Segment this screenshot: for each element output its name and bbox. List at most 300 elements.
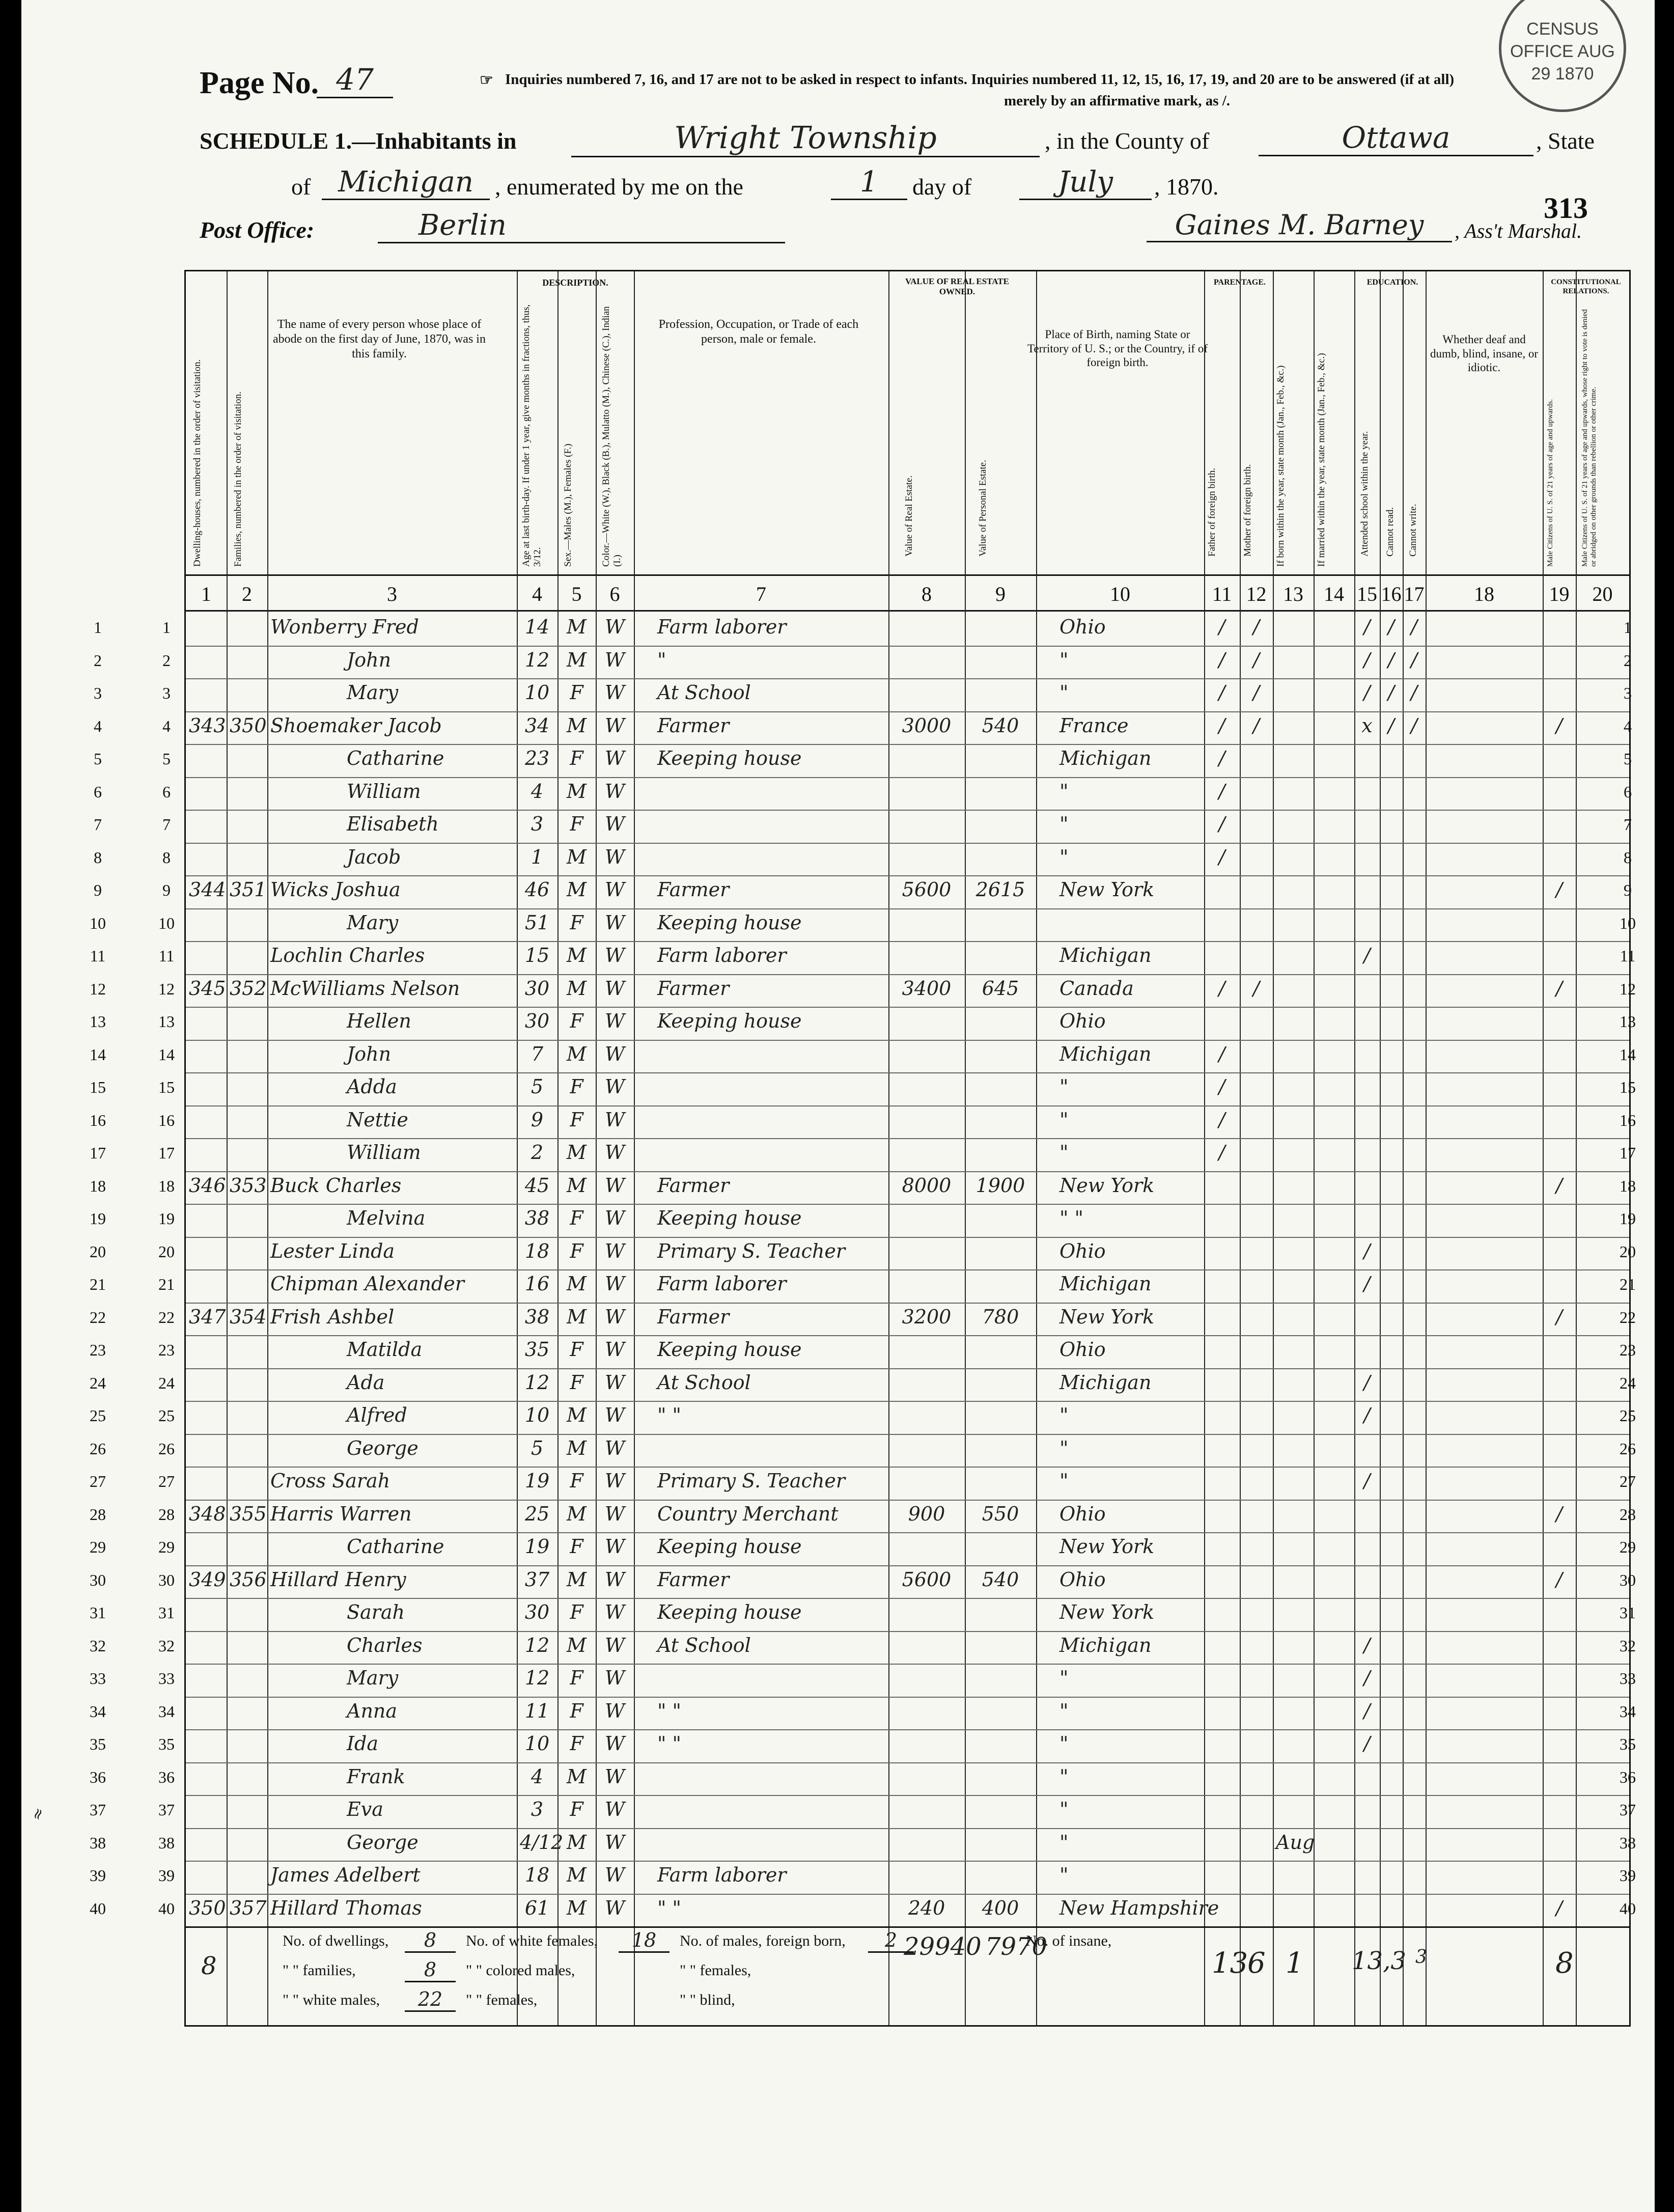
line-number-left: 17 <box>90 1144 106 1162</box>
total-c1: 8 <box>201 1952 217 1980</box>
inquiries-note-2: merely by an affirmative mark, as /. <box>1004 93 1231 109</box>
cell-c19: / <box>1556 1174 1563 1197</box>
row-rule <box>186 875 1629 876</box>
cell-col: W <box>604 813 625 835</box>
cell-age: 4/12 <box>520 1831 564 1854</box>
cell-name: Hellen <box>347 1010 411 1032</box>
line-number-inner: 16 <box>158 1111 175 1129</box>
row-rule <box>186 1861 1629 1862</box>
cell-col: W <box>604 1765 625 1788</box>
line-number-right: 8 <box>1624 848 1632 867</box>
line-number-right: 11 <box>1620 947 1636 965</box>
cell-col: W <box>604 1207 625 1229</box>
cell-occ: Farm laborer <box>657 944 787 966</box>
cell-occ: Farm laborer <box>657 1864 787 1886</box>
cell-pe: 1900 <box>975 1174 1025 1197</box>
cell-col: W <box>604 1273 625 1295</box>
column-number-20: 20 <box>1592 583 1613 605</box>
cell-occ: Farmer <box>657 1568 730 1591</box>
total-c13: 1 <box>1286 1947 1304 1980</box>
cell-sex: M <box>567 1502 587 1525</box>
cell-sex: M <box>567 1305 587 1328</box>
marshal-signature: Gaines M. Barney <box>1147 209 1452 242</box>
total-c15: 13,3 <box>1352 1947 1406 1975</box>
cell-occ: Keeping house <box>657 1207 802 1229</box>
cell-name: Sarah <box>347 1601 405 1623</box>
cell-birth: " <box>1059 1404 1069 1426</box>
cell-name: Melvina <box>347 1207 426 1229</box>
line-number-inner: 23 <box>158 1341 175 1359</box>
cell-occ: " <box>657 648 666 671</box>
cell-c19: / <box>1556 1502 1563 1525</box>
column-number-9: 9 <box>995 583 1006 605</box>
cell-age: 5 <box>531 1075 544 1098</box>
cell-birth: Ohio <box>1059 1239 1106 1262</box>
cell-birth: " <box>1059 813 1069 835</box>
row-rule <box>186 1795 1629 1796</box>
total-c12: 6 <box>1247 1947 1266 1980</box>
line-number-inner: 29 <box>158 1538 175 1556</box>
line-number-right: 3 <box>1624 684 1632 702</box>
row-rule <box>186 810 1629 811</box>
cell-age: 14 <box>524 616 550 638</box>
cell-d: 347 <box>189 1305 226 1328</box>
row-rule <box>186 1303 1629 1304</box>
cell-re: 5600 <box>902 1568 952 1591</box>
line-number-right: 40 <box>1620 1899 1636 1918</box>
cell-sex: F <box>570 1732 583 1755</box>
line-number-inner: 35 <box>158 1735 175 1753</box>
cell-birth: " <box>1059 780 1069 803</box>
line-number-right: 23 <box>1620 1341 1636 1359</box>
line-number-right: 7 <box>1624 815 1632 834</box>
cell-col: W <box>604 1174 625 1197</box>
column-number-8: 8 <box>922 583 932 605</box>
column-number-10: 10 <box>1110 583 1130 605</box>
row-rule <box>186 974 1629 975</box>
cell-age: 30 <box>524 1601 550 1623</box>
cell-sex: F <box>570 1075 583 1098</box>
cell-c19: / <box>1556 878 1563 901</box>
cell-sex: F <box>570 747 583 769</box>
cell-c11: / <box>1218 1075 1225 1098</box>
cell-age: 12 <box>524 1634 550 1656</box>
header-c15: Attended school within the year. <box>1359 431 1370 557</box>
line-number-left: 1 <box>94 618 102 637</box>
margin-note: ≈ <box>27 1805 49 1823</box>
line-number-left: 37 <box>90 1801 106 1819</box>
line-number-right: 14 <box>1620 1045 1636 1064</box>
cell-name: Catharine <box>347 1535 444 1558</box>
census-sheet <box>21 0 1655 2212</box>
cell-c15: / <box>1363 648 1371 671</box>
cell-c12: / <box>1253 648 1260 671</box>
cell-sex: F <box>570 911 583 934</box>
line-number-left: 3 <box>94 684 102 702</box>
row-rule <box>186 1171 1629 1172</box>
cell-sex: M <box>567 648 587 671</box>
county-value: Ottawa <box>1259 120 1533 156</box>
cell-c11: / <box>1218 813 1225 835</box>
year-label: , 1870. <box>1154 174 1219 200</box>
line-number-right: 1 <box>1624 618 1632 637</box>
foreign-females-label: " " females, <box>680 1962 751 1979</box>
cell-c19: / <box>1556 1305 1563 1328</box>
line-number-inner: 10 <box>158 914 175 932</box>
cell-occ: " " <box>657 1699 682 1722</box>
row-rule <box>186 941 1629 942</box>
column-number-divider <box>186 610 1629 612</box>
cell-sex: F <box>570 1535 583 1558</box>
line-number-inner: 14 <box>158 1045 175 1064</box>
cell-birth: " <box>1059 648 1069 671</box>
cell-sex: M <box>567 1831 587 1854</box>
row-rule <box>186 1565 1629 1566</box>
white-females-label: No. of white females, <box>466 1932 598 1949</box>
cell-c17: / <box>1411 648 1417 671</box>
cell-c11: / <box>1218 747 1225 769</box>
line-number-left: 16 <box>90 1111 106 1129</box>
column-number-3: 3 <box>387 583 397 605</box>
cell-birth: " <box>1059 1864 1069 1886</box>
cell-name: McWilliams Nelson <box>270 977 460 1000</box>
cell-name: Wicks Joshua <box>270 878 401 901</box>
cell-birth: " <box>1059 1108 1069 1131</box>
line-number-left: 27 <box>90 1472 106 1490</box>
line-number-right: 25 <box>1620 1406 1636 1425</box>
cell-birth: " <box>1059 1831 1069 1854</box>
line-number-inner: 18 <box>158 1176 175 1195</box>
cell-occ: " " <box>657 1404 682 1426</box>
white-males-value: 22 <box>405 1988 456 2012</box>
line-number-right: 26 <box>1620 1439 1636 1458</box>
cell-f: 353 <box>230 1174 267 1197</box>
total-personal-estate: 7970 <box>985 1932 1048 1961</box>
line-number-right: 27 <box>1620 1472 1636 1490</box>
cell-col: W <box>604 1502 625 1525</box>
cell-sex: M <box>567 1765 587 1788</box>
white-females-value: 18 <box>619 1929 669 1953</box>
cell-name: Charles <box>347 1634 423 1656</box>
column-number-7: 7 <box>756 583 766 605</box>
line-number-inner: 37 <box>158 1801 175 1819</box>
row-rule <box>186 1335 1629 1336</box>
cell-col: W <box>604 1436 625 1459</box>
day-value: 1 <box>831 165 907 200</box>
cell-c17: / <box>1411 681 1417 704</box>
row-rule <box>186 1631 1629 1632</box>
line-number-left: 39 <box>90 1866 106 1885</box>
cell-sex: M <box>567 714 587 737</box>
cell-sex: F <box>570 1470 583 1492</box>
cell-name: Ada <box>347 1371 385 1394</box>
line-number-right: 2 <box>1624 651 1632 670</box>
cell-age: 37 <box>524 1568 550 1591</box>
cell-sex: M <box>567 1896 587 1919</box>
cell-f: 355 <box>230 1502 267 1525</box>
cell-birth: New York <box>1059 1174 1155 1197</box>
cell-col: W <box>604 977 625 1000</box>
line-number-inner: 2 <box>162 651 171 670</box>
line-number-inner: 32 <box>158 1636 175 1655</box>
header-c19: Male Citizens of U. S. of 21 years of age and upwards. <box>1546 399 1554 567</box>
cell-name: Frish Ashbel <box>270 1305 395 1328</box>
cell-age: 12 <box>524 1371 550 1394</box>
header-c12: Mother of foreign birth. <box>1242 464 1253 557</box>
line-number-right: 15 <box>1620 1078 1636 1096</box>
cell-sex: F <box>570 1108 583 1131</box>
line-number-inner: 1 <box>162 618 171 637</box>
cell-sex: F <box>570 1798 583 1820</box>
cell-c19: / <box>1556 1568 1563 1591</box>
families-label: " " families, <box>283 1962 356 1979</box>
post-office-label: Post Office: <box>200 217 315 243</box>
cell-c12: / <box>1253 714 1260 737</box>
cell-c15: / <box>1363 1273 1371 1295</box>
cell-col: W <box>604 1239 625 1262</box>
cell-pe: 540 <box>982 714 1019 737</box>
line-number-left: 24 <box>90 1373 106 1392</box>
line-number-inner: 30 <box>158 1570 175 1589</box>
cell-age: 3 <box>531 1798 544 1820</box>
cell-col: W <box>604 1404 625 1426</box>
line-number-left: 10 <box>90 914 106 932</box>
cell-sex: F <box>570 1371 583 1394</box>
header-c20: Male Citizens of U. S. of 21 years of age and upwards, whose right to vote is denied or abridged on other grounds than rebellion or other crime. <box>1581 309 1598 567</box>
line-number-right: 31 <box>1620 1603 1636 1622</box>
cell-c11: / <box>1218 780 1225 803</box>
inquiries-note: Inquiries numbered 7, 16, and 17 are not to be asked in respect to infants. Inquiries numbered 11, 12, 15, 16, 17, 19, and 20 are to be answered (if at all) <box>505 71 1455 88</box>
cell-birth: Michigan <box>1059 747 1152 769</box>
row-rule <box>186 1467 1629 1468</box>
line-number-inner: 13 <box>158 1012 175 1031</box>
cell-c15: / <box>1363 1239 1371 1262</box>
header-c4: Age at last birth-day. If under 1 year, give months in fractions, thus, 3/12. <box>521 304 543 567</box>
line-number-inner: 4 <box>162 716 171 735</box>
cell-f: 351 <box>230 878 267 901</box>
page-label: Page No. <box>200 66 319 100</box>
schedule-label: SCHEDULE 1.—Inhabitants in <box>200 128 517 154</box>
cell-occ: At School <box>657 1634 751 1656</box>
day-of-label: day of <box>912 174 972 200</box>
colored-males-label: " " colored males, <box>466 1962 575 1979</box>
row-rule <box>186 1729 1629 1730</box>
line-number-left: 40 <box>90 1899 106 1918</box>
cell-name: Frank <box>347 1765 405 1788</box>
cell-occ: Farmer <box>657 977 730 1000</box>
column-number-4: 4 <box>532 583 542 605</box>
cell-c15: x <box>1361 714 1373 737</box>
cell-c15: / <box>1363 944 1371 966</box>
line-number-left: 35 <box>90 1735 106 1753</box>
header-c10: Place of Birth, naming State or Territory of U. S.; or the Country, if of foreign birth. <box>1027 328 1208 369</box>
county-label: , in the County of <box>1045 128 1210 154</box>
line-number-inner: 33 <box>158 1669 175 1688</box>
line-number-left: 13 <box>90 1012 106 1031</box>
cell-sex: F <box>570 1239 583 1262</box>
cell-sex: M <box>567 1436 587 1459</box>
line-number-right: 10 <box>1620 914 1636 932</box>
cell-age: 10 <box>524 681 550 704</box>
cell-col: W <box>604 1568 625 1591</box>
cell-d: 344 <box>189 878 226 901</box>
cell-sex: F <box>570 1699 583 1722</box>
cell-pe: 645 <box>982 977 1019 1000</box>
line-number-inner: 27 <box>158 1472 175 1490</box>
census-table <box>184 270 1631 2027</box>
line-number-left: 9 <box>94 881 102 899</box>
cell-occ: Farmer <box>657 1305 730 1328</box>
row-rule <box>186 1368 1629 1369</box>
cell-c11: / <box>1218 616 1225 638</box>
line-number-inner: 24 <box>158 1373 175 1392</box>
cell-birth: Ohio <box>1059 1502 1106 1525</box>
cell-f: 356 <box>230 1568 267 1591</box>
line-number-right: 19 <box>1620 1209 1636 1228</box>
cell-occ: Farmer <box>657 878 730 901</box>
row-rule <box>186 1532 1629 1533</box>
cell-birth: Michigan <box>1059 1371 1152 1394</box>
header-constitutional: CONSTITUTIONAL RELATIONS. <box>1551 278 1621 295</box>
line-number-right: 17 <box>1620 1144 1636 1162</box>
line-number-left: 7 <box>94 815 102 834</box>
header-c16: Cannot read. <box>1385 507 1396 557</box>
cell-c12: / <box>1253 681 1260 704</box>
header-c8: Value of Real Estate. <box>904 475 914 557</box>
cell-c15: / <box>1363 1699 1371 1722</box>
cell-age: 12 <box>524 648 550 671</box>
cell-age: 30 <box>524 1010 550 1032</box>
cell-re: 900 <box>908 1502 945 1525</box>
cell-age: 12 <box>524 1667 550 1689</box>
state-value: Michigan <box>322 165 490 200</box>
cell-age: 38 <box>524 1305 550 1328</box>
cell-pe: 540 <box>982 1568 1019 1591</box>
cell-birth: Ohio <box>1059 1338 1106 1361</box>
line-number-inner: 39 <box>158 1866 175 1885</box>
cell-birth: " <box>1059 1436 1069 1459</box>
cell-age: 25 <box>524 1502 550 1525</box>
cell-occ: Primary S. Teacher <box>657 1239 846 1262</box>
cell-birth: Ohio <box>1059 1568 1106 1591</box>
line-number-left: 5 <box>94 750 102 768</box>
line-number-left: 33 <box>90 1669 106 1688</box>
cell-c11: / <box>1218 714 1225 737</box>
cell-c19: / <box>1556 977 1563 1000</box>
line-number-left: 11 <box>90 947 106 965</box>
cell-col: W <box>604 780 625 803</box>
line-number-inner: 17 <box>158 1144 175 1162</box>
line-number-left: 8 <box>94 848 102 867</box>
cell-col: W <box>604 1075 625 1098</box>
cell-c11: / <box>1218 1042 1225 1065</box>
cell-sex: F <box>570 1338 583 1361</box>
dwellings-label: No. of dwellings, <box>283 1932 389 1949</box>
cell-age: 23 <box>524 747 550 769</box>
cell-age: 3 <box>531 813 544 835</box>
cell-c16: / <box>1388 648 1394 671</box>
cell-col: W <box>604 1864 625 1886</box>
cell-re: 3000 <box>902 714 952 737</box>
line-number-inner: 34 <box>158 1702 175 1721</box>
row-rule <box>186 1434 1629 1435</box>
cell-c19: / <box>1556 1896 1563 1919</box>
cell-sex: M <box>567 1042 587 1065</box>
line-number-inner: 38 <box>158 1833 175 1852</box>
cell-age: 18 <box>524 1864 550 1886</box>
column-number-12: 12 <box>1246 583 1267 605</box>
cell-age: 16 <box>524 1273 550 1295</box>
line-number-inner: 3 <box>162 684 171 702</box>
cell-birth: " <box>1059 1699 1069 1722</box>
cell-age: 10 <box>524 1732 550 1755</box>
row-rule <box>186 1598 1629 1599</box>
cell-d: 349 <box>189 1568 226 1591</box>
cell-occ: Keeping house <box>657 1338 802 1361</box>
line-number-right: 21 <box>1620 1275 1636 1293</box>
row-rule <box>186 678 1629 679</box>
cell-sex: F <box>570 1601 583 1623</box>
cell-occ: Keeping house <box>657 747 802 769</box>
cell-name: William <box>347 780 421 803</box>
cell-col: W <box>604 616 625 638</box>
cell-c15: / <box>1363 1371 1371 1394</box>
cell-col: W <box>604 1732 625 1755</box>
cell-re: 3200 <box>902 1305 952 1328</box>
cell-pe: 550 <box>982 1502 1019 1525</box>
cell-birth: Canada <box>1059 977 1134 1000</box>
cell-c15: / <box>1363 616 1371 638</box>
line-number-inner: 15 <box>158 1078 175 1096</box>
row-rule <box>186 1401 1629 1402</box>
cell-col: W <box>604 1896 625 1919</box>
cell-f: 354 <box>230 1305 267 1328</box>
cell-birth: Michigan <box>1059 1042 1152 1065</box>
cell-d: 348 <box>189 1502 226 1525</box>
cell-birth: Ohio <box>1059 616 1106 638</box>
cell-col: W <box>604 1305 625 1328</box>
cell-age: 19 <box>524 1535 550 1558</box>
cell-col: W <box>604 648 625 671</box>
cell-col: W <box>604 681 625 704</box>
line-number-inner: 19 <box>158 1209 175 1228</box>
row-rule <box>186 1828 1629 1829</box>
cell-c16: / <box>1388 616 1394 638</box>
cell-sex: F <box>570 1667 583 1689</box>
column-number-16: 16 <box>1381 583 1402 605</box>
cell-name: Cross Sarah <box>270 1470 390 1492</box>
cell-sex: M <box>567 1864 587 1886</box>
cell-c11: / <box>1218 648 1225 671</box>
cell-sex: M <box>567 1273 587 1295</box>
line-number-left: 29 <box>90 1538 106 1556</box>
cell-sex: M <box>567 616 587 638</box>
line-number-right: 32 <box>1620 1636 1636 1655</box>
cell-name: Matilda <box>347 1338 423 1361</box>
stamp-text: CENSUS OFFICE AUG 29 1870 <box>1510 19 1615 84</box>
header-c11: Father of foreign birth. <box>1207 467 1217 557</box>
cell-c17: / <box>1411 616 1417 638</box>
cell-name: Adda <box>347 1075 397 1098</box>
row-rule <box>186 1105 1629 1107</box>
line-number-right: 13 <box>1620 1012 1636 1031</box>
header-divider <box>186 574 1629 576</box>
cell-c11: / <box>1218 845 1225 868</box>
dwellings-value: 8 <box>405 1929 456 1953</box>
cell-name: Hillard Henry <box>270 1568 406 1591</box>
line-number-right: 28 <box>1620 1505 1636 1524</box>
cell-name: Elisabeth <box>347 813 439 835</box>
